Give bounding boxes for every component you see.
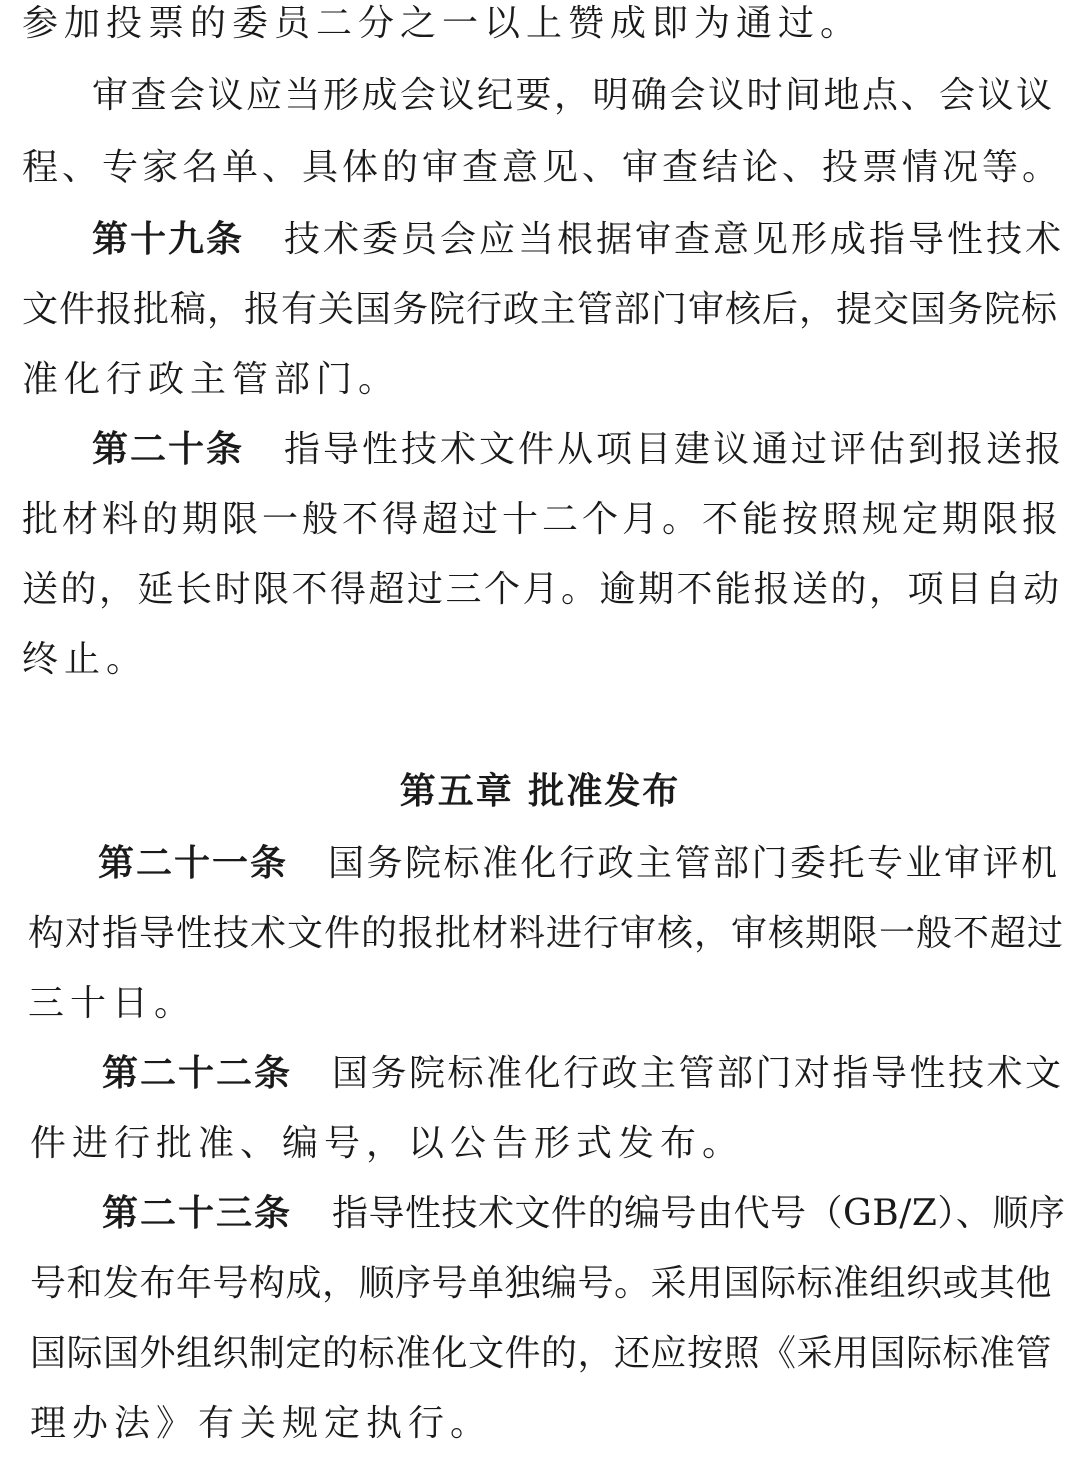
text-line: 文件报批稿，报有关国务院行政主管部门审核后，提交国务院标 [22, 289, 1059, 330]
text-line: 程、专家名单、具体的审查意见、审查结论、投票情况等。 [22, 147, 1063, 188]
article-21-first-line [98, 842, 1060, 886]
text-line: 号和发布年号构成，顺序号单独编号。采用国际标准组织或其他 [30, 1263, 1053, 1304]
text-line: 技术委员会应当根据审查意见形成指导性技术 [284, 219, 1065, 260]
text-line: 理办法》有关规定执行。 [30, 1403, 493, 1444]
article-23-label: 第二十三条 [102, 1193, 293, 1234]
chapter-title: 第五章 批准发布 [399, 771, 681, 812]
text-line: 指导性技术文件从项目建议通过评估到报送报 [284, 429, 1065, 470]
text-line: 国际国外组织制定的标准化文件的，还应按照《采用国际标准管 [30, 1333, 1053, 1374]
text-line: 准化行政主管部门。 [22, 359, 401, 400]
article-20-first-line [92, 428, 1064, 472]
text-line: 国务院标准化行政主管部门对指导性技术文 [332, 1053, 1064, 1094]
text-line: 审查会议应当形成会议纪要，明确会议时间地点、会议议 [92, 75, 1055, 116]
article-19-first-line [92, 218, 1064, 262]
article-23-first-line [102, 1192, 1065, 1236]
article-22-first-line [102, 1052, 1064, 1096]
text-line: 三十日。 [28, 983, 197, 1024]
text-line: 件进行批准、编号，以公告形式发布。 [30, 1123, 745, 1164]
text-line: 批材料的期限一般不得超过十二个月。不能按照规定期限报 [22, 499, 1063, 540]
article-19-label: 第十九条 [92, 219, 245, 260]
text-line: 送的，延长时限不得超过三个月。逾期不能报送的，项目自动 [22, 569, 1062, 610]
article-21-label: 第二十一条 [98, 843, 289, 884]
text-line: 终止。 [22, 639, 149, 680]
article-22-label: 第二十二条 [102, 1053, 293, 1094]
text-line: 国务院标准化行政主管部门委托专业审评机 [328, 843, 1060, 884]
text-line: 参加投票的委员二分之一以上赞成即为通过。 [22, 3, 863, 44]
article-20-label: 第二十条 [92, 429, 245, 470]
text-line: 构对指导性技术文件的报批材料进行审核，审核期限一般不超过 [28, 913, 1065, 954]
text-line: 指导性技术文件的编号由代号（GB/Z）、顺序 [332, 1193, 1066, 1234]
